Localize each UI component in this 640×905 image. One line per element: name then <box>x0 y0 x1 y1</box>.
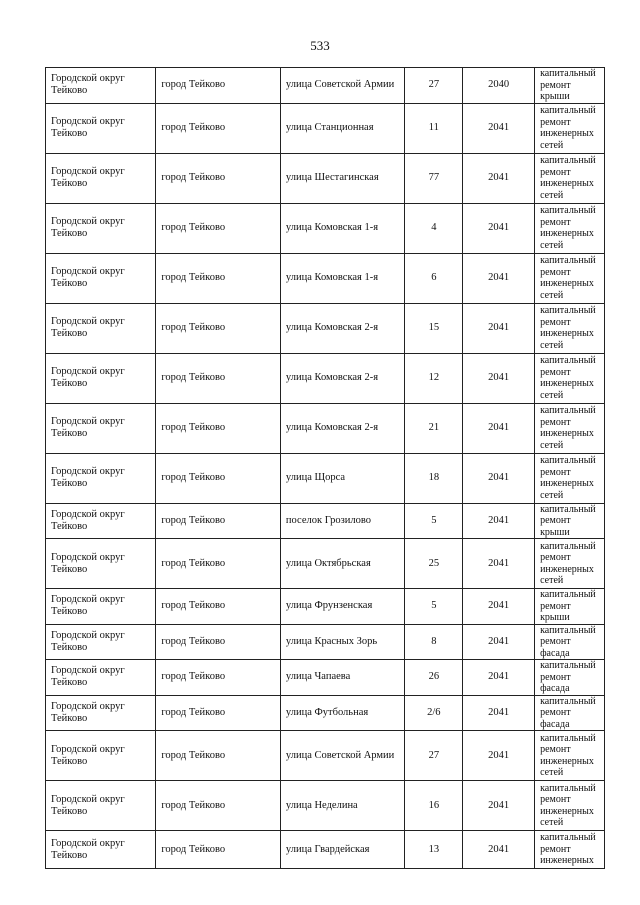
street-cell: улица Комовская 1-я <box>280 203 405 253</box>
street-cell: улица Щорса <box>280 453 405 503</box>
work-type-cell: капитальный ремонт крыши <box>535 589 605 625</box>
city-cell: город Тейково <box>156 353 281 403</box>
year-cell: 2041 <box>463 589 535 625</box>
street-cell: улица Октябрьская <box>280 539 405 589</box>
work-type-cell: капитальный ремонт инженерных сетей <box>535 731 605 781</box>
okrug-cell: Городской округ Тейково <box>46 453 156 503</box>
work-type-cell: капитальный ремонт инженерных сетей <box>535 103 605 153</box>
table-row <box>46 503 605 539</box>
work-type-cell: капитальный ремонт фасада <box>535 660 605 696</box>
street-cell: улица Комовская 2-я <box>280 303 405 353</box>
city-cell: город Тейково <box>156 695 281 731</box>
street-cell: улица Футбольная <box>280 695 405 731</box>
okrug-cell: Городской округ Тейково <box>46 303 156 353</box>
street-cell: улица Комовская 2-я <box>280 353 405 403</box>
table-row <box>46 103 605 153</box>
okrug-cell: Городской округ Тейково <box>46 624 156 660</box>
okrug-cell: Городской округ Тейково <box>46 203 156 253</box>
street-cell: улица Комовская 1-я <box>280 253 405 303</box>
year-cell: 2041 <box>463 303 535 353</box>
street-cell: улица Красных Зорь <box>280 624 405 660</box>
table-row <box>46 303 605 353</box>
okrug-cell: Городской округ Тейково <box>46 695 156 731</box>
work-type-cell: капитальный ремонт инженерных сетей <box>535 253 605 303</box>
house-number-cell: 8 <box>405 624 463 660</box>
table-row <box>46 781 605 831</box>
registry-table <box>45 67 605 869</box>
street-cell: улица Станционная <box>280 103 405 153</box>
year-cell: 2041 <box>463 831 535 869</box>
street-cell: улица Чапаева <box>280 660 405 696</box>
work-type-cell: капитальный ремонт фасада <box>535 695 605 731</box>
house-number-cell: 6 <box>405 253 463 303</box>
street-cell: улица Неделина <box>280 781 405 831</box>
city-cell: город Тейково <box>156 303 281 353</box>
city-cell: город Тейково <box>156 103 281 153</box>
year-cell: 2041 <box>463 453 535 503</box>
house-number-cell: 12 <box>405 353 463 403</box>
okrug-cell: Городской округ Тейково <box>46 589 156 625</box>
okrug-cell: Городской округ Тейково <box>46 153 156 203</box>
city-cell: город Тейково <box>156 203 281 253</box>
year-cell: 2041 <box>463 153 535 203</box>
city-cell: город Тейково <box>156 503 281 539</box>
city-cell: город Тейково <box>156 68 281 104</box>
city-cell: город Тейково <box>156 781 281 831</box>
city-cell: город Тейково <box>156 660 281 696</box>
year-cell: 2041 <box>463 103 535 153</box>
street-cell: улица Советской Армии <box>280 731 405 781</box>
work-type-cell: капитальный ремонт инженерных сетей <box>535 153 605 203</box>
house-number-cell: 18 <box>405 453 463 503</box>
street-cell: улица Гвардейская <box>280 831 405 869</box>
street-cell: улица Комовская 2-я <box>280 403 405 453</box>
house-number-cell: 25 <box>405 539 463 589</box>
okrug-cell: Городской округ Тейково <box>46 660 156 696</box>
table-row <box>46 403 605 453</box>
house-number-cell: 21 <box>405 403 463 453</box>
city-cell: город Тейково <box>156 403 281 453</box>
house-number-cell: 77 <box>405 153 463 203</box>
street-cell: улица Фрунзенская <box>280 589 405 625</box>
house-number-cell: 5 <box>405 503 463 539</box>
street-cell: улица Советской Армии <box>280 68 405 104</box>
work-type-cell: капитальный ремонт крыши <box>535 68 605 104</box>
house-number-cell: 27 <box>405 68 463 104</box>
work-type-cell: капитальный ремонт инженерных сетей <box>535 781 605 831</box>
city-cell: город Тейково <box>156 453 281 503</box>
table-body <box>46 68 605 869</box>
table-row <box>46 624 605 660</box>
okrug-cell: Городской округ Тейково <box>46 731 156 781</box>
house-number-cell: 27 <box>405 731 463 781</box>
house-number-cell: 16 <box>405 781 463 831</box>
table-row <box>46 731 605 781</box>
city-cell: город Тейково <box>156 624 281 660</box>
house-number-cell: 26 <box>405 660 463 696</box>
city-cell: город Тейково <box>156 731 281 781</box>
city-cell: город Тейково <box>156 831 281 869</box>
street-cell: поселок Грозилово <box>280 503 405 539</box>
year-cell: 2041 <box>463 695 535 731</box>
work-type-cell: капитальный ремонт инженерных сетей <box>535 303 605 353</box>
table-row <box>46 68 605 104</box>
work-type-cell: капитальный ремонт фасада <box>535 624 605 660</box>
year-cell: 2041 <box>463 203 535 253</box>
work-type-cell: капитальный ремонт инженерных сетей <box>535 353 605 403</box>
year-cell: 2041 <box>463 353 535 403</box>
table-row <box>46 695 605 731</box>
year-cell: 2041 <box>463 253 535 303</box>
year-cell: 2041 <box>463 403 535 453</box>
okrug-cell: Городской округ Тейково <box>46 503 156 539</box>
table-row <box>46 589 605 625</box>
table-row <box>46 253 605 303</box>
table-row <box>46 831 605 869</box>
table-row <box>46 453 605 503</box>
year-cell: 2041 <box>463 624 535 660</box>
house-number-cell: 4 <box>405 203 463 253</box>
okrug-cell: Городской округ Тейково <box>46 353 156 403</box>
okrug-cell: Городской округ Тейково <box>46 403 156 453</box>
table-row <box>46 539 605 589</box>
table-row <box>46 153 605 203</box>
okrug-cell: Городской округ Тейково <box>46 781 156 831</box>
house-number-cell: 15 <box>405 303 463 353</box>
work-type-cell: капитальный ремонт инженерных сетей <box>535 453 605 503</box>
house-number-cell: 11 <box>405 103 463 153</box>
city-cell: город Тейково <box>156 539 281 589</box>
year-cell: 2041 <box>463 660 535 696</box>
table-row <box>46 203 605 253</box>
okrug-cell: Городской округ Тейково <box>46 103 156 153</box>
city-cell: город Тейково <box>156 253 281 303</box>
year-cell: 2040 <box>463 68 535 104</box>
work-type-cell: капитальный ремонт инженерных сетей <box>535 539 605 589</box>
okrug-cell: Городской округ Тейково <box>46 253 156 303</box>
page-number: 533 <box>310 38 330 53</box>
table-row <box>46 660 605 696</box>
work-type-cell: капитальный ремонт инженерных сетей <box>535 403 605 453</box>
okrug-cell: Городской округ Тейково <box>46 831 156 869</box>
house-number-cell: 13 <box>405 831 463 869</box>
city-cell: город Тейково <box>156 153 281 203</box>
year-cell: 2041 <box>463 731 535 781</box>
street-cell: улица Шестагинская <box>280 153 405 203</box>
year-cell: 2041 <box>463 503 535 539</box>
work-type-cell: капитальный ремонт крыши <box>535 503 605 539</box>
work-type-cell: капитальный ремонт инженерных сетей <box>535 203 605 253</box>
work-type-cell: капитальный ремонт инженерных <box>535 831 605 869</box>
okrug-cell: Городской округ Тейково <box>46 68 156 104</box>
city-cell: город Тейково <box>156 589 281 625</box>
year-cell: 2041 <box>463 539 535 589</box>
house-number-cell: 2/6 <box>405 695 463 731</box>
house-number-cell: 5 <box>405 589 463 625</box>
table-row <box>46 353 605 403</box>
okrug-cell: Городской округ Тейково <box>46 539 156 589</box>
year-cell: 2041 <box>463 781 535 831</box>
